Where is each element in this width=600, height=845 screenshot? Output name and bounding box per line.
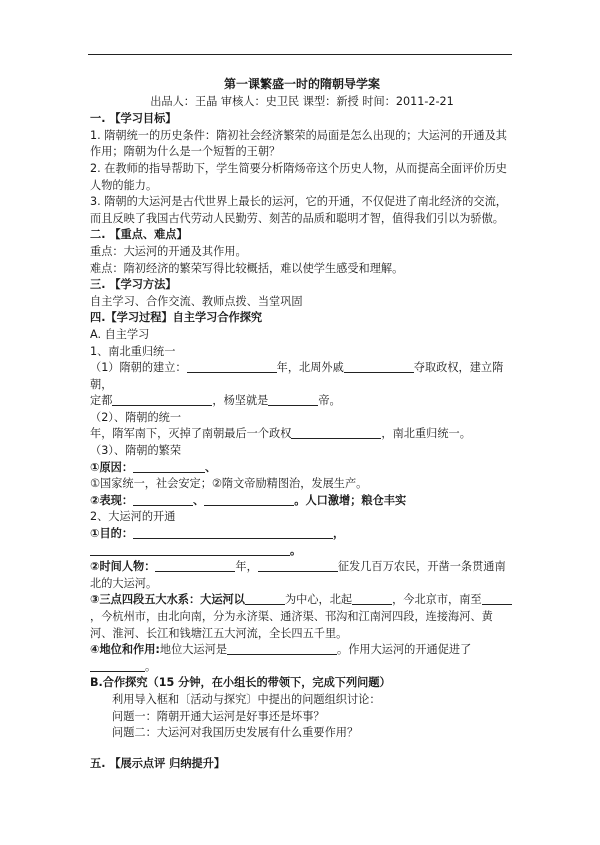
blank-role[interactable] bbox=[90, 659, 145, 672]
blank-waiqi[interactable] bbox=[344, 360, 414, 373]
capital-text: ，杨坚就是 bbox=[212, 394, 269, 408]
blank-performance-2[interactable] bbox=[204, 493, 294, 506]
sui-founding-line bbox=[90, 360, 514, 393]
blank-emperor[interactable] bbox=[268, 393, 318, 406]
role-text: 。作用大运河的开通促进了 bbox=[337, 643, 472, 657]
document-title: 第一课繁盛一时的隋朝导学案 bbox=[223, 77, 380, 91]
time-person-line bbox=[90, 559, 514, 592]
key-point: 重点：大运河的开通及其作用。 bbox=[90, 244, 247, 258]
water-system-text-3: ，今北京市，南至 bbox=[392, 593, 482, 607]
cause-label: ①原因： bbox=[90, 460, 134, 474]
section-5-heading: 五. 【展示点评 归纳提升】 bbox=[90, 756, 226, 770]
unification-line bbox=[90, 426, 514, 443]
blank-capital[interactable] bbox=[112, 393, 212, 406]
learning-methods: 自主学习、合作交流、教师点拨、当堂巩固 bbox=[90, 294, 303, 308]
time-person-text: 征发几百万农民，开凿一条贯通南北的大运河。 bbox=[90, 560, 506, 590]
emperor-suffix: 帝。 bbox=[318, 394, 341, 408]
time-year-suffix: 年， bbox=[235, 560, 258, 574]
blank-person[interactable] bbox=[258, 559, 338, 572]
unification-heading: （2）、隋朝的统一 bbox=[90, 410, 182, 424]
blank-time[interactable] bbox=[155, 559, 235, 572]
goal-2: 2. 在教师的指导帮助下，学生简要分析隋炀帝这个历史人物，从而提高全面评价历史人物的能力。 bbox=[90, 161, 507, 192]
capital-label: 定都 bbox=[90, 394, 113, 408]
item-1-heading: 1、南北重归统一 bbox=[90, 344, 176, 358]
purpose-label: ①目的： bbox=[90, 527, 134, 541]
water-system-text-4: ，今杭州市，由北向南，分为永济渠、通济渠、邗沟和江南河四段，连接海河、黄河、淮河、长江和钱塘江五大河流，全长四五千里。 bbox=[90, 610, 493, 640]
blank-performance-1[interactable] bbox=[133, 493, 193, 506]
goal-3: 3. 隋朝的大运河是古代世界上最长的运河，它的开通，不仅促进了南北经济的交流，而且反映了我国古代劳动人民勤劳、刻苦的品质和聪明才智，值得我们引以为骄傲。 bbox=[90, 195, 507, 225]
water-system-text-1: 大运河以 bbox=[200, 593, 245, 607]
water-system-line bbox=[90, 592, 514, 642]
role-end: 。 bbox=[145, 659, 157, 673]
header-rule bbox=[88, 54, 512, 55]
cause-separator: 、 bbox=[205, 460, 217, 474]
sui-capital-line bbox=[90, 393, 514, 410]
time-person-label: ②时间人物： bbox=[90, 560, 156, 574]
blank-founding-year[interactable] bbox=[187, 360, 277, 373]
document-meta: 出品人：王晶 审核人：史卫民 课型：新授 时间：2011-2-21 bbox=[150, 94, 454, 108]
prosperity-heading: （3）、隋朝的繁荣 bbox=[90, 444, 182, 458]
goal-1: 1. 隋朝统一的历史条件：隋初社会经济繁荣的局面是怎么出现的；大运河的开通及其作用；隋朝为什么是一个短暂的王朝？ bbox=[90, 128, 507, 159]
part-a-heading: A. 自主学习 bbox=[90, 327, 150, 341]
blank-position[interactable] bbox=[227, 642, 337, 655]
blank-center[interactable] bbox=[245, 592, 285, 605]
part-b-heading: B.合作探究（15 分钟，在小组长的带领下，完成下列问题） bbox=[90, 676, 391, 690]
unification-text-2: ，南北重归统一。 bbox=[381, 427, 471, 441]
purpose-end: 。 bbox=[290, 543, 302, 557]
performance-line bbox=[90, 493, 514, 510]
document-body bbox=[90, 76, 514, 772]
blank-south-end[interactable] bbox=[482, 592, 512, 605]
purpose-separator: ， bbox=[333, 527, 345, 541]
part-b-intro: 利用导入框和〔活动与探究〕中提出的问题组织讨论： bbox=[112, 692, 381, 706]
section-4-heading: 四.【学习过程】自主学习合作探究 bbox=[90, 311, 263, 325]
position-role-label: ④地位和作用: bbox=[90, 643, 160, 657]
cause-detail: ①国家统一，社会安定；②隋文帝励精图治，发展生产。 bbox=[90, 477, 368, 491]
performance-label: ②表现： bbox=[90, 493, 134, 507]
water-system-text-2: 为中心，北起 bbox=[284, 593, 353, 607]
water-system-label: ③三点四段五大水系： bbox=[90, 593, 201, 607]
blank-cause-1[interactable] bbox=[133, 460, 205, 473]
position-role-line bbox=[90, 642, 514, 675]
section-1-heading: 一. 【学习目标】 bbox=[90, 112, 177, 126]
blank-purpose-1[interactable] bbox=[133, 526, 333, 539]
difficult-point: 难点：隋初经济的繁荣写得比较概括，难以使学生感受和理解。 bbox=[90, 261, 404, 275]
performance-separator: 、 bbox=[193, 493, 205, 507]
item-2-heading: 2、大运河的开通 bbox=[90, 510, 176, 524]
performance-text: 。人口激增；粮仓丰实 bbox=[294, 493, 407, 507]
question-2: 问题二：大运河对我国历史发展有什么重要作用？ bbox=[112, 726, 359, 740]
blank-last-regime[interactable] bbox=[291, 426, 381, 439]
cause-line bbox=[90, 460, 514, 477]
section-2-heading: 二. 【重点、难点】 bbox=[90, 228, 188, 242]
purpose-line bbox=[90, 526, 514, 559]
sui-founding-text-2: 夺取政权，建立隋朝， bbox=[90, 361, 504, 391]
section-3-heading: 三. 【学习方法】 bbox=[90, 278, 177, 292]
blank-north-start[interactable] bbox=[352, 592, 392, 605]
unification-text-1: 年，隋军南下，灭掉了南朝最后一个政权 bbox=[90, 427, 292, 441]
question-1: 问题一：隋朝开通大运河是好事还是坏事？ bbox=[112, 709, 325, 723]
position-text-1: 地位大运河是 bbox=[159, 643, 228, 657]
blank-purpose-2[interactable] bbox=[90, 543, 290, 556]
sui-founding-label: （1）隋朝的建立： bbox=[90, 361, 187, 375]
sui-founding-text-1: 年，北周外戚 bbox=[276, 361, 344, 375]
